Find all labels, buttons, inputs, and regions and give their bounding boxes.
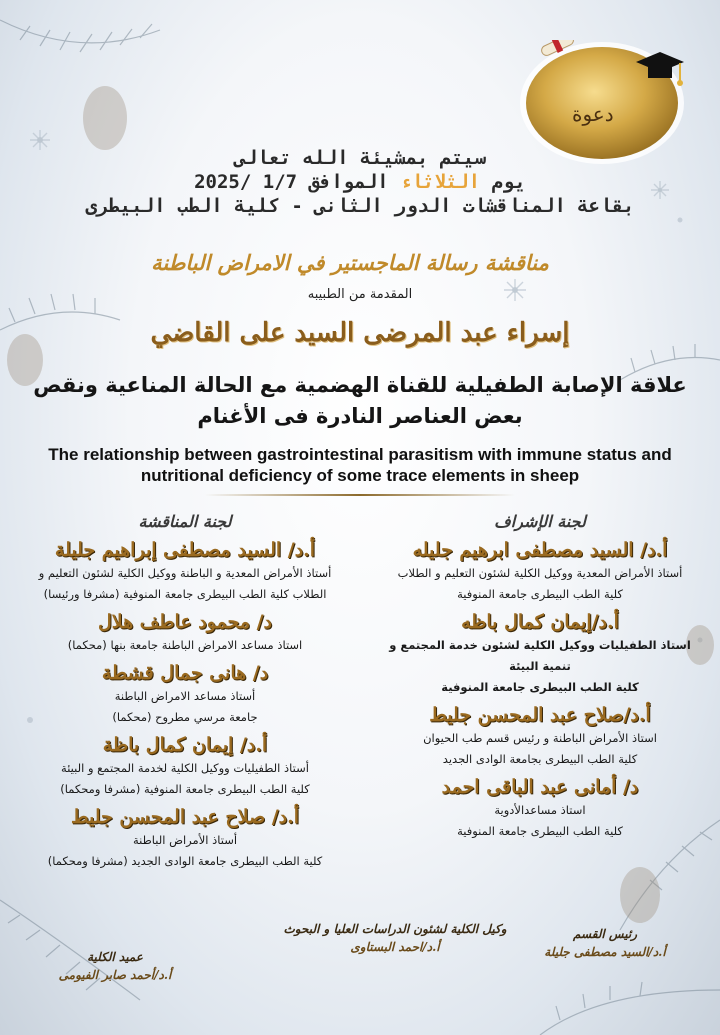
weekday: الثلاثاء (400, 171, 481, 193)
member-name: أ.د/ السيد مصطفى ابرهيم جليله (412, 539, 668, 561)
thesis-title-arabic: علاقة الإصابة الطفيلية للقناة الهضمية مع الحالة المناعية ونقص بعض العناصر النادرة فى الأغنام (33, 373, 687, 428)
committee-member (375, 537, 705, 605)
examination-committee (20, 512, 350, 876)
member-affiliation: كلية الطب البيطرى بجامعة الوادى الجديد (442, 752, 638, 766)
announcement-line-1: سيتم بمشيئة الله تعالى (234, 147, 486, 169)
signature-name: أ.د/أحمد صابر الفيومى (58, 968, 172, 982)
committee-member (20, 660, 350, 728)
date-text: الموافق 1/7 /2025 (194, 171, 389, 193)
signature-department-head (505, 925, 705, 961)
member-title: أستاذ الطفيليات ووكيل الكلية لخدمة المجتمع و البيئة (61, 761, 309, 775)
committee-member (20, 537, 350, 605)
signature-name: أ.د/احمد البستاوى (350, 940, 440, 954)
member-title: أستاذ مساعد الامراض الباطنة (114, 689, 256, 703)
candidate-name: إسراء عبد المرضى السيد على القاضي (150, 318, 570, 348)
supervision-committee (375, 512, 705, 846)
presented-by: المقدمة من الطبيبه (307, 287, 413, 302)
member-affiliation: كلية الطب البيطرى جامعة المنوفية (457, 587, 623, 601)
member-title: أستاذ الأمراض الباطنة (132, 833, 238, 847)
divider (205, 494, 515, 496)
signature-role: رئيس القسم (573, 927, 637, 941)
member-affiliation: كلية الطب البيطرى جامعة المنوفية (441, 680, 639, 694)
committee-member (375, 609, 705, 698)
date-prefix: يوم (491, 171, 526, 193)
member-title: استاذ مساعدالأدوية (494, 803, 586, 817)
signature-name: أ.د/السيد مصطفى جليلة (544, 945, 666, 959)
member-name: د/ هانى جمال قشطة (101, 662, 269, 684)
signature-dean (20, 948, 210, 984)
committee-member (20, 609, 350, 656)
examination-heading: لجنة المناقشة (138, 512, 232, 531)
member-name: أ.د/ السيد مصطفى إبراهيم جليلة (54, 539, 316, 561)
member-name: أ.د/صلاح عبد المحسن جليط (429, 704, 651, 726)
member-affiliation: كلية الطب البيطرى جامعة الوادى الجديد (مشرفا ومحكما) (47, 854, 323, 868)
member-affiliation: كلية الطب البيطرى جامعة المنوفية (457, 824, 623, 838)
member-name: أ.د/إيمان كمال باظه (461, 611, 619, 633)
signature-vice-dean (275, 920, 515, 956)
supervision-heading: لجنة الإشراف (494, 512, 586, 531)
member-name: أ.د/ إيمان كمال باظة (102, 734, 268, 756)
member-affiliation: جامعة مرسي مطروح (محكما) (112, 710, 258, 724)
member-title: استاذ الطفيليات ووكيل الكلية لشئون خدمة المجتمع و تنمية البيئة (389, 638, 691, 673)
signature-role: عميد الكلية (87, 950, 143, 964)
committee-member (20, 804, 350, 872)
member-title: أستاذ الأمراض المعدية و الباطنة ووكيل الكلية لشئون التعليم و (38, 566, 332, 580)
member-title: استاذ مساعد الامراض الباطنة جامعة بنها (محكما) (67, 638, 303, 652)
signature-role: وكيل الكلية لشئون الدراسات العليا و البحوث (283, 922, 507, 936)
member-affiliation: الطلاب كلية الطب البيطرى جامعة المنوفية (مشرفا ورئيسا) (43, 587, 327, 601)
member-title: أستاذ الأمراض المعدية ووكيل الكلية لشئون التعليم و الطلاب (397, 566, 683, 580)
committee-member (375, 774, 705, 842)
member-name: د/ محمود عاطف هلال (97, 611, 273, 633)
defense-subject: مناقشة رسالة الماجستير في الامراض الباطنة (151, 250, 549, 275)
invitation-label: دعوة (572, 102, 614, 126)
announcement-line-3: بقاعة المناقشات الدور الثانى - كلية الطب البيطرى (85, 195, 635, 217)
member-name: أ.د/ صلاح عبد المحسن جليط (70, 806, 300, 828)
announcement (40, 146, 680, 218)
announcement-line-2 (40, 170, 680, 194)
thesis-title-english: The relationship between gastrointestinal parasitism with immune status and nutritional deficiency of some trace elements in sheep (48, 445, 672, 485)
member-title: استاذ الأمراض الباطنة و رئيس قسم طب الحيوان (423, 731, 657, 745)
committee-member (20, 732, 350, 800)
member-affiliation: كلية الطب البيطرى جامعة المنوفية (مشرفا ومحكما) (60, 782, 310, 796)
member-name: د/ أمانى عبد الباقى احمد (441, 776, 639, 798)
committee-member (375, 702, 705, 770)
